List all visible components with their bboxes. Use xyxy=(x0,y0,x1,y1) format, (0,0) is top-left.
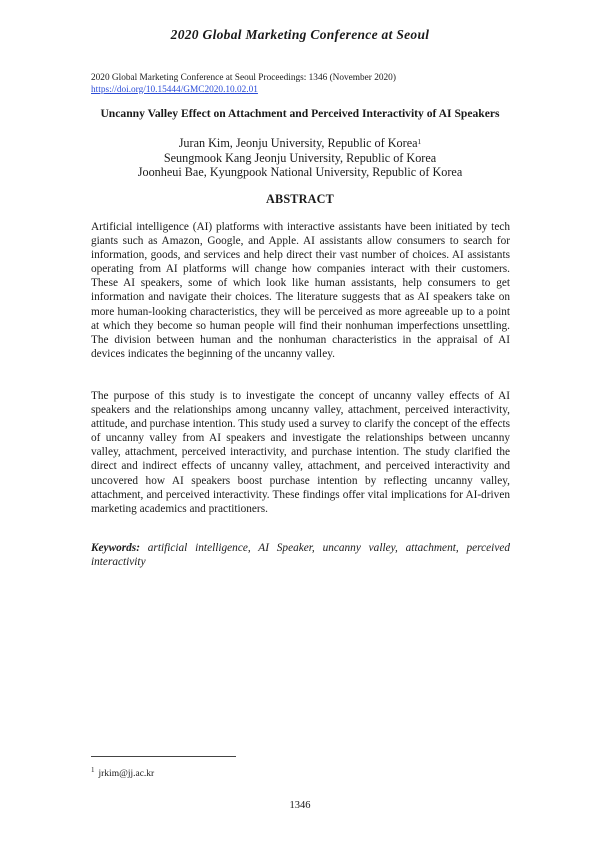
doi-link[interactable]: https://doi.org/10.15444/GMC2020.10.02.01 xyxy=(91,84,258,95)
footnote-mark: 1 xyxy=(91,766,95,774)
author-1: Juran Kim, Jeonju University, Republic of Korea xyxy=(178,136,418,150)
keywords xyxy=(91,541,510,569)
author-list xyxy=(0,136,600,180)
abstract-heading: ABSTRACT xyxy=(266,192,334,206)
page-number: 1346 xyxy=(289,800,311,811)
author-3: Joonheui Bae, Kyungpook National University, Republic of Korea xyxy=(137,165,463,179)
paper-title: Uncanny Valley Effect on Attachment and Perceived Interactivity of AI Speakers xyxy=(100,107,500,120)
footnote-divider xyxy=(91,756,236,757)
keywords-text: artificial intelligence, AI Speaker, uncanny valley, attachment, perceived interactivity xyxy=(91,542,510,569)
author-2: Seungmook Kang Jeonju University, Republic of Korea xyxy=(163,150,437,165)
running-header: 2020 Global Marketing Conference at Seoul xyxy=(170,27,430,42)
footnote xyxy=(91,766,154,779)
abstract-paragraph-2: The purpose of this study is to investigate the concept of uncanny valley effects of AI speakers and the relationships among uncanny valley, attachment, perceived interactivity, attitude, and purchase intention. This study used a survey to clarify the concept of the effects of uncanny valley from AI speakers and investigate the relationships between uncanny valley, attachment, perceived interactivity, and purchase intention. The study clarified the direct and indirect effects of uncanny valley, attachment, and perceived interactivity and uncovered how AI speakers boost purchase intention by reflecting uncanny valley, attachment, and perceived interactivity. These findings offer vital implications for AI-driven marketing academics and practitioners. xyxy=(91,390,511,515)
keywords-label: Keywords: xyxy=(91,542,140,554)
proceedings-info xyxy=(91,73,511,96)
footnote-marker: 1 xyxy=(417,137,422,146)
proceedings-citation: 2020 Global Marketing Conference at Seoul Proceedings: 1346 (November 2020) xyxy=(91,73,396,83)
author-line xyxy=(0,136,600,151)
footnote-email: jrkim@jj.ac.kr xyxy=(98,769,155,780)
abstract-paragraph-1: Artificial intelligence (AI) platforms with interactive assistants have been initiated by tech giants such as Amazon, Google, and Apple. AI assistants allow consumers to search for information, goods, and services and help direct their vast number of choices. AI assistants operating from AI platforms will change how companies interact with their customers. These AI speakers, some of which look like human assistants, help consumers to get information and navigate their choices. The literature suggests that as AI speakers take on more human-looking characteristics, they will be perceived as more agreeable up to a point at which they become so human people will find their nonhuman imperfections unsettling. The division between human and the nonhuman characteristics in the appraisal of AI devices indicates the beginning of the uncanny valley. xyxy=(91,221,510,360)
